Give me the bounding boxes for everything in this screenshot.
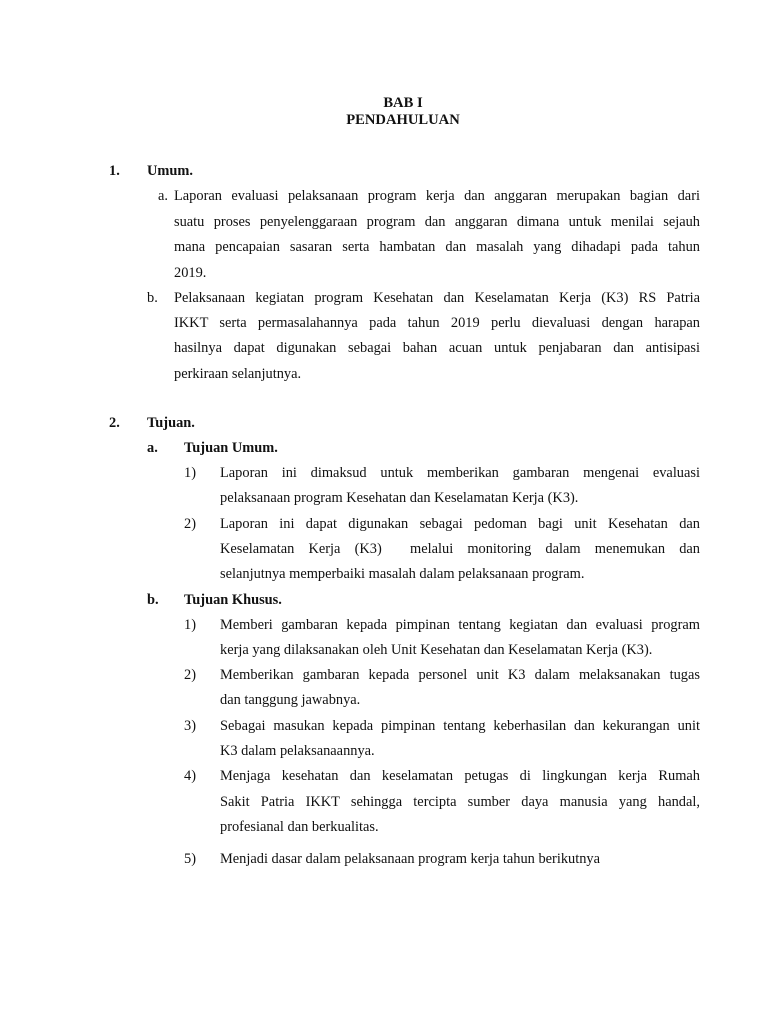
section-1-number: 1. [109, 163, 120, 179]
item-line: dan tanggung jawabnya. [220, 692, 361, 708]
item-number: 1) [184, 465, 196, 481]
item-line: Memberikan gambaran kepada personel unit K3 dalam melaksanakan tugas [220, 667, 700, 683]
item-number: 5) [184, 851, 196, 867]
section-1b-line: IKKT serta permasalahannya pada tahun 2019 perlu dievaluasi dengan harapan [174, 315, 700, 331]
item-line: K3 dalam pelaksanaannya. [220, 743, 375, 759]
chapter-title: PENDAHULUAN [346, 112, 460, 128]
item-line: kerja yang dilaksanakan oleh Unit Kesehatan dan Keselamatan Kerja (K3). [220, 642, 653, 658]
section-1a-line: 2019. [174, 265, 207, 281]
section-1b-label: b. [147, 290, 158, 306]
item-line: Sakit Patria IKKT sehingga tercipta sumber daya manusia yang handal, [220, 794, 700, 810]
item-number: 1) [184, 617, 196, 633]
item-line: pelaksanaan program Kesehatan dan Keselamatan Kerja (K3). [220, 490, 579, 506]
item-line: Keselamatan Kerja (K3) melalui monitoring dalam menemukan dan [220, 541, 700, 557]
section-1a-label: a. [158, 188, 168, 204]
section-2-number: 2. [109, 415, 120, 431]
item-number: 2) [184, 516, 196, 532]
section-1b-line: hasilnya dapat digunakan sebagai bahan acuan untuk penjabaran dan antisipasi [174, 340, 700, 356]
item-line: Laporan ini dimaksud untuk memberikan gambaran mengenai evaluasi [220, 465, 700, 481]
chapter-number: BAB I [383, 95, 423, 111]
section-1a-line: suatu proses penyelenggaraan program dan anggaran dimana untuk menilai sejauh [174, 214, 700, 230]
section-1b-line: perkiraan selanjutnya. [174, 366, 302, 382]
section-1a-line: mana pencapaian sasaran serta hambatan dan masalah yang dihadapi pada tahun [174, 239, 700, 255]
section-1a-line: Laporan evaluasi pelaksanaan program kerja dan anggaran merupakan bagian dari [174, 188, 700, 204]
item-line: Sebagai masukan kepada pimpinan tentang keberhasilan dan kekurangan unit [220, 718, 700, 734]
item-number: 2) [184, 667, 196, 683]
section-2b-label: b. [147, 592, 159, 608]
item-line: Memberi gambaran kepada pimpinan tentang kegiatan dan evaluasi program [220, 617, 700, 633]
item-number: 3) [184, 718, 196, 734]
item-number: 4) [184, 768, 196, 784]
section-2-heading: Tujuan. [147, 415, 195, 431]
item-line: Menjadi dasar dalam pelaksanaan program kerja tahun berikutnya [220, 851, 601, 867]
item-line: Laporan ini dapat digunakan sebagai pedoman bagi unit Kesehatan dan [220, 516, 700, 532]
section-1-heading: Umum. [147, 163, 193, 179]
section-2a-heading: Tujuan Umum. [184, 440, 278, 456]
section-2b-heading: Tujuan Khusus. [184, 592, 282, 608]
section-1b-line: Pelaksanaan kegiatan program Kesehatan dan Keselamatan Kerja (K3) RS Patria [174, 290, 700, 306]
item-line: selanjutnya memperbaiki masalah dalam pelaksanaan program. [220, 566, 585, 582]
item-line: Menjaga kesehatan dan keselamatan petugas di lingkungan kerja Rumah [220, 768, 700, 784]
item-line: profesianal dan berkualitas. [220, 819, 379, 835]
section-2a-label: a. [147, 440, 158, 456]
